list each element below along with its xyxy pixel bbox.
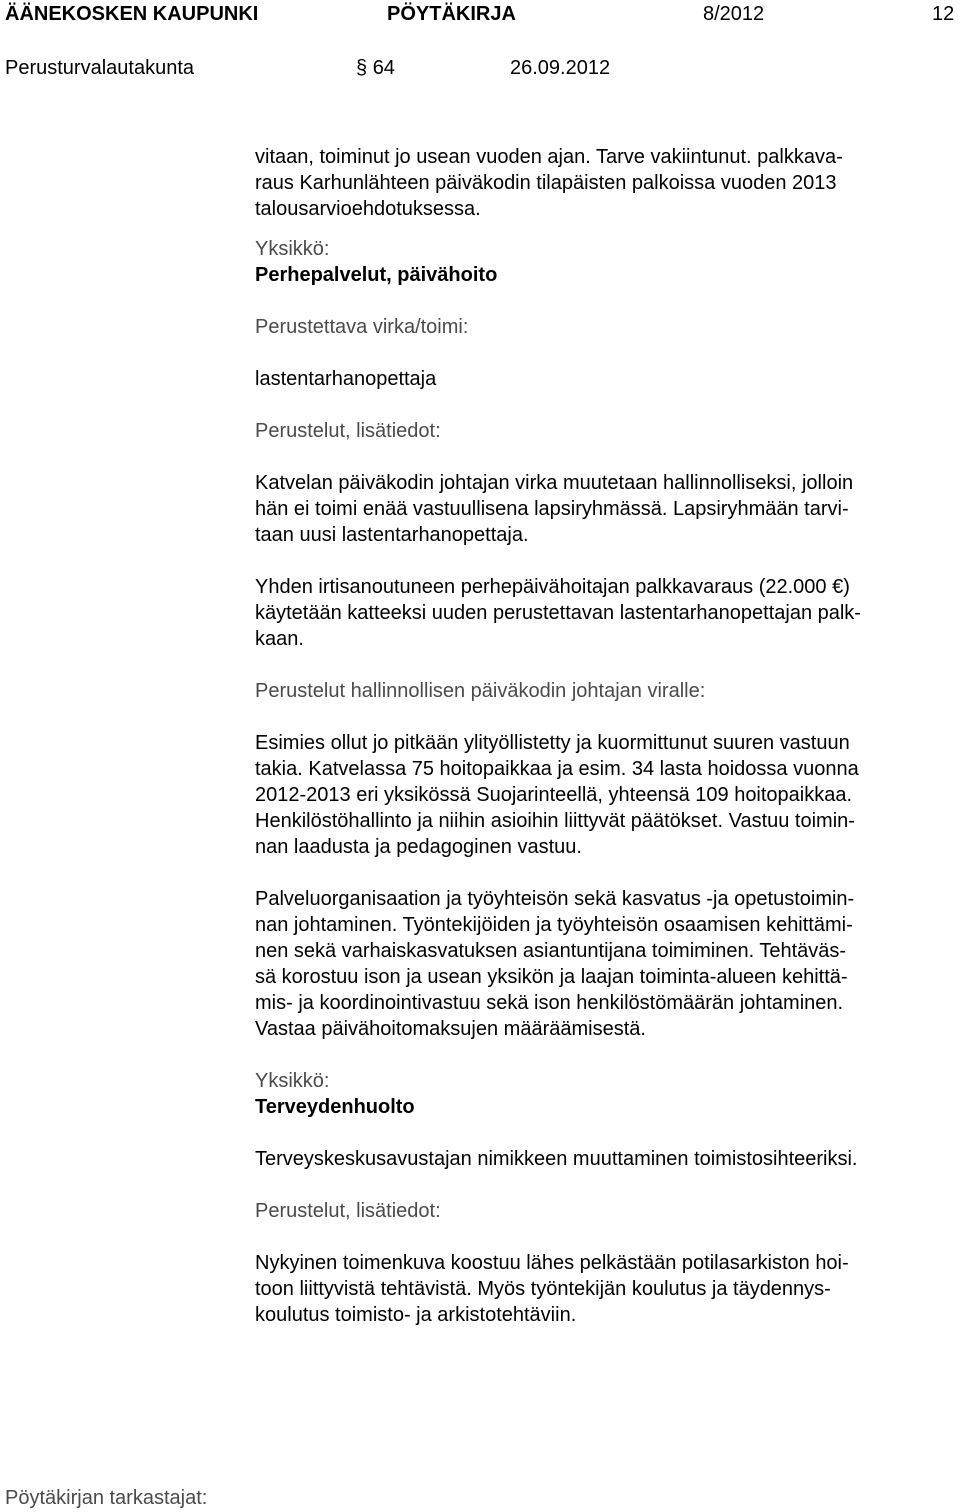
header-org: ÄÄNEKOSKEN KAUPUNKI	[5, 3, 259, 25]
duties-paragraph	[255, 1250, 955, 1328]
text-line: Esimies ollut jo pitkään ylityöllistetty ja kuormittunut suuren vastuun	[255, 732, 850, 754]
text-line: sä korostuu ison ja usean yksikön ja laajan toiminta-alueen kehittä-	[255, 966, 848, 988]
header-issue: 8/2012	[703, 3, 765, 25]
reasons-paragraph	[255, 470, 955, 548]
text-line: 2012-2013 eri yksikössä Suojarinteellä, yhteensä 109 hoitopaikkaa.	[255, 784, 853, 806]
header-section	[356, 56, 395, 80]
text-line: talousarvioehdotuksessa.	[255, 198, 481, 220]
text-line: hän ei toimi enää vastuullisena lapsiryhmässä. Lapsiryhmään tarvi-	[255, 498, 849, 520]
header-page-number: 12	[932, 3, 955, 25]
position-label: Perustettava virka/toimi:	[255, 316, 469, 338]
salary-paragraph	[255, 574, 955, 652]
reasons-label: Perustelut, lisätiedot:	[255, 1200, 441, 1222]
page-body	[255, 144, 955, 1328]
admin-reasons-label: Perustelut hallinnollisen päiväkodin johtajan viralle:	[255, 680, 706, 702]
text-line: Katvelan päiväkodin johtajan virka muutetaan hallinnolliseksi, jolloin	[255, 472, 854, 494]
header-board: Perusturvalautakunta	[5, 57, 195, 79]
footer-checkers-label: Pöytäkirjan tarkastajat:	[5, 1487, 208, 1509]
text-line: mis- ja koordinointivastuu sekä ison henkilöstömäärän johtaminen.	[255, 992, 844, 1014]
text-line: nen sekä varhaiskasvatuksen asiantuntijana toimiminen. Tehtäväs-	[255, 940, 847, 962]
unit-label: Yksikkö:	[255, 1070, 330, 1092]
text-line: Vastaa päivähoitomaksujen määräämisestä.	[255, 1018, 646, 1040]
header-doc-type: PÖYTÄKIRJA	[387, 3, 516, 25]
text-line: käytetään katteeksi uuden perustettavan lastentarhanopettajan palk-	[255, 602, 861, 624]
header-date: 26.09.2012	[510, 57, 611, 79]
text-line: Henkilöstöhallinto ja niihin asioihin liittyvät päätökset. Vastuu toimin-	[255, 810, 855, 832]
text-line: nan johtaminen. Työntekijöiden ja työyhteisön osaamisen kehittämi-	[255, 914, 853, 936]
text-line: takia. Katvelassa 75 hoitopaikkaa ja esim. 34 lasta hoidossa vuonna	[255, 758, 859, 780]
text-line: nan laadusta ja pedagoginen vastuu.	[255, 836, 582, 858]
text-line: kaan.	[255, 628, 304, 650]
admin-paragraph-2	[255, 886, 955, 1042]
text-line: Nykyinen toimenkuva koostuu lähes pelkästään potilasarkiston hoi-	[255, 1252, 849, 1274]
text-line: Yhden irtisanoutuneen perhepäivähoitajan palkkavaraus (22.000 €)	[255, 576, 850, 598]
section-number: 64	[372, 57, 395, 79]
admin-paragraph-1	[255, 730, 955, 860]
text-line: Palveluorganisaation ja työyhteisön sekä kasvatus -ja opetustoimin-	[255, 888, 855, 910]
section-mark: §	[356, 57, 368, 79]
rename-paragraph: Terveyskeskusavustajan nimikkeen muuttaminen toimistosihteeriksi.	[255, 1148, 858, 1170]
unit-name: Perhepalvelut, päivähoito	[255, 264, 498, 286]
text-line: raus Karhunlähteen päiväkodin tilapäisten palkoissa vuoden 2013	[255, 172, 837, 194]
intro-paragraph	[255, 144, 955, 222]
text-line: vitaan, toiminut jo usean vuoden ajan. Tarve vakiintunut. palkkava-	[255, 146, 843, 168]
unit-label: Yksikkö:	[255, 238, 330, 260]
reasons-label: Perustelut, lisätiedot:	[255, 420, 441, 442]
text-line: taan uusi lastentarhanopettaja.	[255, 524, 529, 546]
text-line: toon liittyvistä tehtävistä. Myös työntekijän koulutus ja täydennys-	[255, 1278, 831, 1300]
unit-name: Terveydenhuolto	[255, 1096, 415, 1118]
position-value: lastentarhanopettaja	[255, 368, 437, 390]
text-line: koulutus toimisto- ja arkistotehtäviin.	[255, 1304, 577, 1326]
